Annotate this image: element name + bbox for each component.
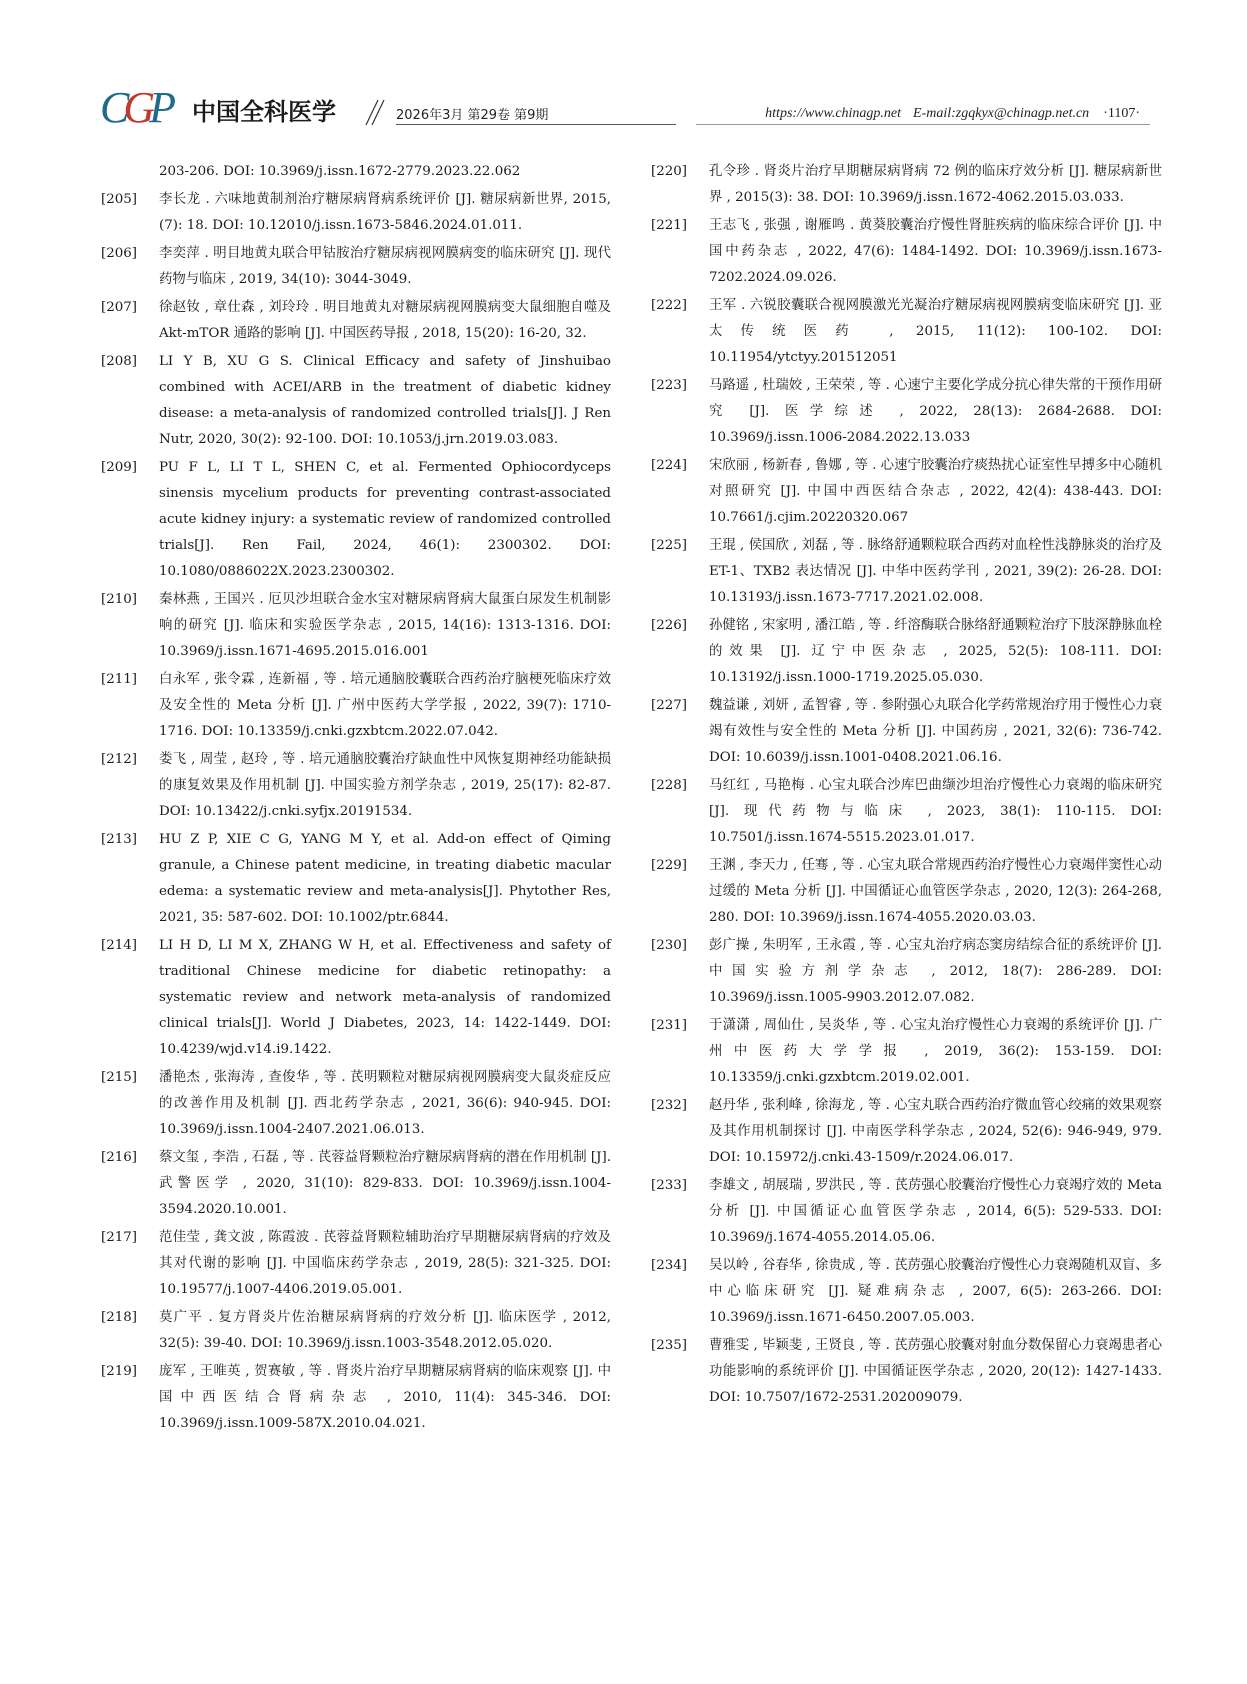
reference-text: 范佳莹 , 龚文波 , 陈霞波 . 芪蓉益肾颗粒辅助治疗早期糖尿病肾病的疗效及其对代谢的影响 [J]. 中国临床药学杂志 , 2019, 28(5): 321-325. DOI: 10.19577/j.1007-4406.2019.05.001.	[159, 1230, 611, 1297]
reference-item	[101, 241, 611, 293]
reference-number: [205]	[101, 192, 138, 207]
reference-text: 宋欣丽 , 杨新春 , 鲁娜 , 等 . 心速宁胶囊治疗痰热扰心证室性早搏多中心随机对照研究 [J]. 中国中西医结合杂志 , 2022, 42(4): 438-443. DOI: 10.7661/j.cjim.20220320.067	[709, 458, 1162, 525]
reference-number: [226]	[651, 618, 688, 633]
reference-item	[101, 159, 611, 185]
reference-item	[101, 1145, 611, 1223]
reference-item	[651, 159, 1162, 211]
reference-number: [216]	[101, 1150, 138, 1165]
reference-text: LI H D, LI M X, ZHANG W H, et al. Effectiveness and safety of traditional Chinese medicine for diabetic retinopathy: a systematic review and network meta-analysis of randomized clinical trials[J]. World J Diabetes, 2023, 14: 1422-1449. DOI: 10.4239/wjd.v14.i9.1422.	[159, 938, 611, 1057]
reference-number: [213]	[101, 832, 138, 847]
reference-number: [228]	[651, 778, 688, 793]
left-column-references	[101, 159, 611, 1439]
reference-number: [218]	[101, 1310, 138, 1325]
reference-number: [217]	[101, 1230, 138, 1245]
reference-text: 王军 . 六锐胶囊联合视网膜激光光凝治疗糖尿病视网膜病变临床研究 [J]. 亚太传统医药 , 2015, 11(12): 100-102. DOI: 10.11954/ytctyy.201512051	[709, 298, 1162, 365]
header-contact	[765, 106, 1140, 122]
reference-text: 李长龙 . 六味地黄制剂治疗糖尿病肾病系统评价 [J]. 糖尿病新世界, 2015, (7): 18. DOI: 10.12010/j.issn.1673-5846.2024.01.011.	[159, 192, 611, 233]
reference-item	[101, 1359, 611, 1437]
reference-number: [225]	[651, 538, 688, 553]
reference-number: [229]	[651, 858, 688, 873]
reference-number: [230]	[651, 938, 688, 953]
reference-item	[101, 187, 611, 239]
reference-number: [232]	[651, 1098, 688, 1113]
reference-text: 秦林燕 , 王国兴 . 厄贝沙坦联合金水宝对糖尿病肾病大鼠蛋白尿发生机制影响的研究 [J]. 临床和实验医学杂志 , 2015, 14(16): 1313-1316. DOI: 10.3969/j.issn.1671-4695.2015.016.001	[159, 592, 611, 659]
reference-number: [222]	[651, 298, 688, 313]
reference-item	[651, 1333, 1162, 1411]
reference-item	[651, 213, 1162, 291]
reference-number: [221]	[651, 218, 688, 233]
reference-text: 王琨 , 侯国欣 , 刘磊 , 等 . 脉络舒通颗粒联合西药对血栓性浅静脉炎的治疗及 ET-1、TXB2 表达情况 [J]. 中华中医药学刊 , 2021, 39(2): 26-28. DOI: 10.13193/j.issn.1673-7717.2021.02.008.	[709, 538, 1162, 605]
reference-item	[101, 295, 611, 347]
cgp-logo-mark: CGP	[100, 83, 171, 132]
reference-item	[651, 1093, 1162, 1171]
reference-number: [215]	[101, 1070, 138, 1085]
reference-number: [220]	[651, 164, 688, 179]
journal-logo	[100, 83, 336, 132]
reference-text: 李雄文 , 胡展瑞 , 罗洪民 , 等 . 芪苈强心胶囊治疗慢性心力衰竭疗效的 Meta 分析 [J]. 中国循证心血管医学杂志 , 2014, 6(5): 529-533. DOI: 10.3969/j.1674-4055.2014.05.06.	[709, 1178, 1162, 1245]
reference-item	[651, 933, 1162, 1011]
reference-item	[651, 853, 1162, 931]
reference-text: 魏益谦 , 刘妍 , 孟智睿 , 等 . 参附强心丸联合化学药常规治疗用于慢性心力衰竭有效性与安全性的 Meta 分析 [J]. 中国药房 , 2021, 32(6): 736-742. DOI: 10.6039/j.issn.1001-0408.2021.06.16.	[709, 698, 1162, 765]
journal-name: 中国全科医学	[192, 98, 336, 126]
reference-number: [224]	[651, 458, 688, 473]
reference-text: 白永军 , 张令霖 , 连新福 , 等 . 培元通脑胶囊联合西药治疗脑梗死临床疗效及安全性的 Meta 分析 [J]. 广州中医药大学学报 , 2022, 39(7): 1710-1716. DOI: 10.13359/j.cnki.gzxbtcm.2022.07.042.	[159, 672, 611, 739]
reference-text: 莫广平 . 复方肾炎片佐治糖尿病肾病的疗效分析 [J]. 临床医学 , 2012, 32(5): 39-40. DOI: 10.3969/j.issn.1003-3548.2012.05.020.	[159, 1310, 611, 1351]
reference-text: 203-206. DOI: 10.3969/j.issn.1672-2779.2023.22.062	[159, 164, 521, 179]
header-divider-right	[696, 124, 1150, 125]
reference-item	[101, 455, 611, 585]
reference-item	[651, 293, 1162, 371]
reference-text: 吴以岭 , 谷春华 , 徐贵成 , 等 . 芪苈强心胶囊治疗慢性心力衰竭随机双盲、多中心临床研究 [J]. 疑难病杂志 , 2007, 6(5): 263-266. DOI: 10.3969/j.issn.1671-6450.2007.05.003.	[709, 1258, 1162, 1325]
header-divider	[396, 124, 676, 125]
reference-item	[651, 373, 1162, 451]
reference-number: [231]	[651, 1018, 688, 1033]
reference-text: 彭广操 , 朱明军 , 王永霞 , 等 . 心宝丸治疗病态窦房结综合征的系统评价 [J]. 中国实验方剂学杂志 , 2012, 18(7): 286-289. DOI: 10.3969/j.issn.1005-9903.2012.07.082.	[709, 938, 1162, 1005]
reference-text: 潘艳杰 , 张海涛 , 查俊华 , 等 . 芪明颗粒对糖尿病视网膜病变大鼠炎症反应的改善作用及机制 [J]. 西北药学杂志 , 2021, 36(6): 940-945. DOI: 10.3969/j.issn.1004-2407.2021.06.013.	[159, 1070, 611, 1137]
reference-number: [235]	[651, 1338, 688, 1353]
reference-item	[651, 453, 1162, 531]
reference-item	[651, 773, 1162, 851]
reference-item	[651, 693, 1162, 771]
email-link[interactable]: E-mail:zgqkyx@chinagp.net.cn	[913, 106, 1090, 121]
reference-text: 蔡文玺 , 李浩 , 石磊 , 等 . 芪蓉益肾颗粒治疗糖尿病肾病的潜在作用机制 [J]. 武警医学 , 2020, 31(10): 829-833. DOI: 10.3969/j.issn.1004-3594.2020.10.001.	[159, 1150, 611, 1217]
reference-number: [209]	[101, 460, 138, 475]
page-header	[100, 83, 1150, 138]
reference-number: [219]	[101, 1364, 138, 1379]
reference-number: [223]	[651, 378, 688, 393]
reference-text: 庞军 , 王唯英 , 贺赛敏 , 等 . 肾炎片治疗早期糖尿病肾病的临床观察 [J]. 中国中西医结合肾病杂志 , 2010, 11(4): 345-346. DOI: 10.3969/j.issn.1009-587X.2010.04.021.	[159, 1364, 611, 1431]
reference-item	[101, 1305, 611, 1357]
reference-text: 孙健铭 , 宋家明 , 潘江皓 , 等 . 纤溶酶联合脉络舒通颗粒治疗下肢深静脉血栓的效果 [J]. 辽宁中医杂志 , 2025, 52(5): 108-111. DOI: 10.13192/j.issn.1000-1719.2025.05.030.	[709, 618, 1162, 685]
reference-item	[101, 747, 611, 825]
reference-item	[101, 827, 611, 931]
reference-item	[101, 1065, 611, 1143]
reference-item	[101, 349, 611, 453]
reference-text: 李奕萍 . 明目地黄丸联合甲钴胺治疗糖尿病视网膜病变的临床研究 [J]. 现代药物与临床 , 2019, 34(10): 3044-3049.	[159, 246, 611, 287]
reference-item	[651, 613, 1162, 691]
reference-text: 马路遥 , 杜瑞姣 , 王荣荣 , 等 . 心速宁主要化学成分抗心律失常的干预作用研究 [J]. 医学综述 , 2022, 28(13): 2684-2688. DOI: 10.3969/j.issn.1006-2084.2022.13.033	[709, 378, 1162, 445]
reference-number: [233]	[651, 1178, 688, 1193]
reference-number: [210]	[101, 592, 138, 607]
reference-number: [206]	[101, 246, 138, 261]
reference-text: 徐赵钕 , 章仕森 , 刘玲玲 . 明目地黄丸对糖尿病视网膜病变大鼠细胞自噬及 Akt-mTOR 通路的影响 [J]. 中国医药导报 , 2018, 15(20): 16-20, 32.	[159, 300, 611, 341]
reference-text: LI Y B, XU G S. Clinical Efficacy and safety of Jinshuibao combined with ACEI/ARB in the treatment of diabetic kidney disease: a meta-analysis of randomized controlled trials[J]. J Ren Nutr, 2020, 30(2): 92-100. DOI: 10.1053/j.jrn.2019.03.083.	[159, 354, 611, 447]
website-link[interactable]: https://www.chinagp.net	[765, 106, 902, 121]
reference-number: [211]	[101, 672, 138, 687]
reference-text: 于潇潇 , 周仙仕 , 吴炎华 , 等 . 心宝丸治疗慢性心力衰竭的系统评价 [J]. 广州中医药大学学报 , 2019, 36(2): 153-159. DOI: 10.13359/j.cnki.gzxbtcm.2019.02.001.	[709, 1018, 1162, 1085]
reference-text: 赵丹华 , 张利峰 , 徐海龙 , 等 . 心宝丸联合西药治疗微血管心绞痛的效果观察及其作用机制探讨 [J]. 中南医学科学杂志 , 2024, 52(6): 946-949, 979. DOI: 10.15972/j.cnki.43-1509/r.2024.06.017.	[709, 1098, 1162, 1165]
reference-item	[651, 1013, 1162, 1091]
reference-item	[101, 933, 611, 1063]
reference-number: [214]	[101, 938, 138, 953]
reference-text: 娄飞 , 周莹 , 赵玲 , 等 . 培元通脑胶囊治疗缺血性中风恢复期神经功能缺损的康复效果及作用机制 [J]. 中国实验方剂学杂志 , 2019, 25(17): 82-87. DOI: 10.13422/j.cnki.syfjx.20191534.	[159, 752, 611, 819]
reference-number: [212]	[101, 752, 138, 767]
reference-item	[651, 533, 1162, 611]
reference-item	[651, 1253, 1162, 1331]
page-number: ·1107·	[1103, 106, 1140, 121]
reference-text: 孔令珍 . 肾炎片治疗早期糖尿病肾病 72 例的临床疗效分析 [J]. 糖尿病新世界 , 2015(3): 38. DOI: 10.3969/j.issn.1672-4062.2015.03.033.	[709, 164, 1162, 205]
reference-number: [207]	[101, 300, 138, 315]
header-slash-icon	[362, 98, 388, 126]
reference-item	[101, 587, 611, 665]
reference-text: PU F L, LI T L, SHEN C, et al. Fermented Ophiocordyceps sinensis mycelium products for preventing contrast-associated acute kidney injury: a systematic review of randomized controlled trials[J]. Ren Fail, 2024, 46(1): 2300302. DOI: 10.1080/0886022X.2023.2300302.	[159, 460, 611, 579]
reference-number: [208]	[101, 354, 138, 369]
reference-number: [234]	[651, 1258, 688, 1273]
right-column-references	[651, 159, 1162, 1413]
reference-item	[101, 1225, 611, 1303]
reference-item	[651, 1173, 1162, 1251]
reference-text: 曹雅雯 , 毕颖斐 , 王贤良 , 等 . 芪苈强心胶囊对射血分数保留心力衰竭患者心功能影响的系统评价 [J]. 中国循证医学杂志 , 2020, 20(12): 1427-1433. DOI: 10.7507/1672-2531.202009079.	[709, 1338, 1162, 1405]
reference-item	[101, 667, 611, 745]
issue-info: 2026年3月 第29卷 第9期	[396, 108, 549, 123]
reference-text: 马红红 , 马艳梅 . 心宝丸联合沙库巴曲缬沙坦治疗慢性心力衰竭的临床研究 [J]. 现代药物与临床 , 2023, 38(1): 110-115. DOI: 10.7501/j.issn.1674-5515.2023.01.017.	[709, 778, 1162, 845]
reference-text: 王志飞 , 张强 , 谢雁鸣 . 黄葵胶囊治疗慢性肾脏疾病的临床综合评价 [J]. 中国中药杂志 , 2022, 47(6): 1484-1492. DOI: 10.3969/j.issn.1673-7202.2024.09.026.	[709, 218, 1162, 285]
reference-number: [227]	[651, 698, 688, 713]
reference-text: HU Z P, XIE C G, YANG M Y, et al. Add-on effect of Qiming granule, a Chinese patent medicine, in treating diabetic macular edema: a systematic review and meta-analysis[J]. Phytother Res, 2021, 35: 587-602. DOI: 10.1002/ptr.6844.	[159, 832, 611, 925]
reference-text: 王渊 , 李天力 , 任骞 , 等 . 心宝丸联合常规西药治疗慢性心力衰竭伴窦性心动过缓的 Meta 分析 [J]. 中国循证心血管医学杂志 , 2020, 12(3): 264-268, 280. DOI: 10.3969/j.issn.1674-4055.2020.03.03.	[709, 858, 1162, 925]
